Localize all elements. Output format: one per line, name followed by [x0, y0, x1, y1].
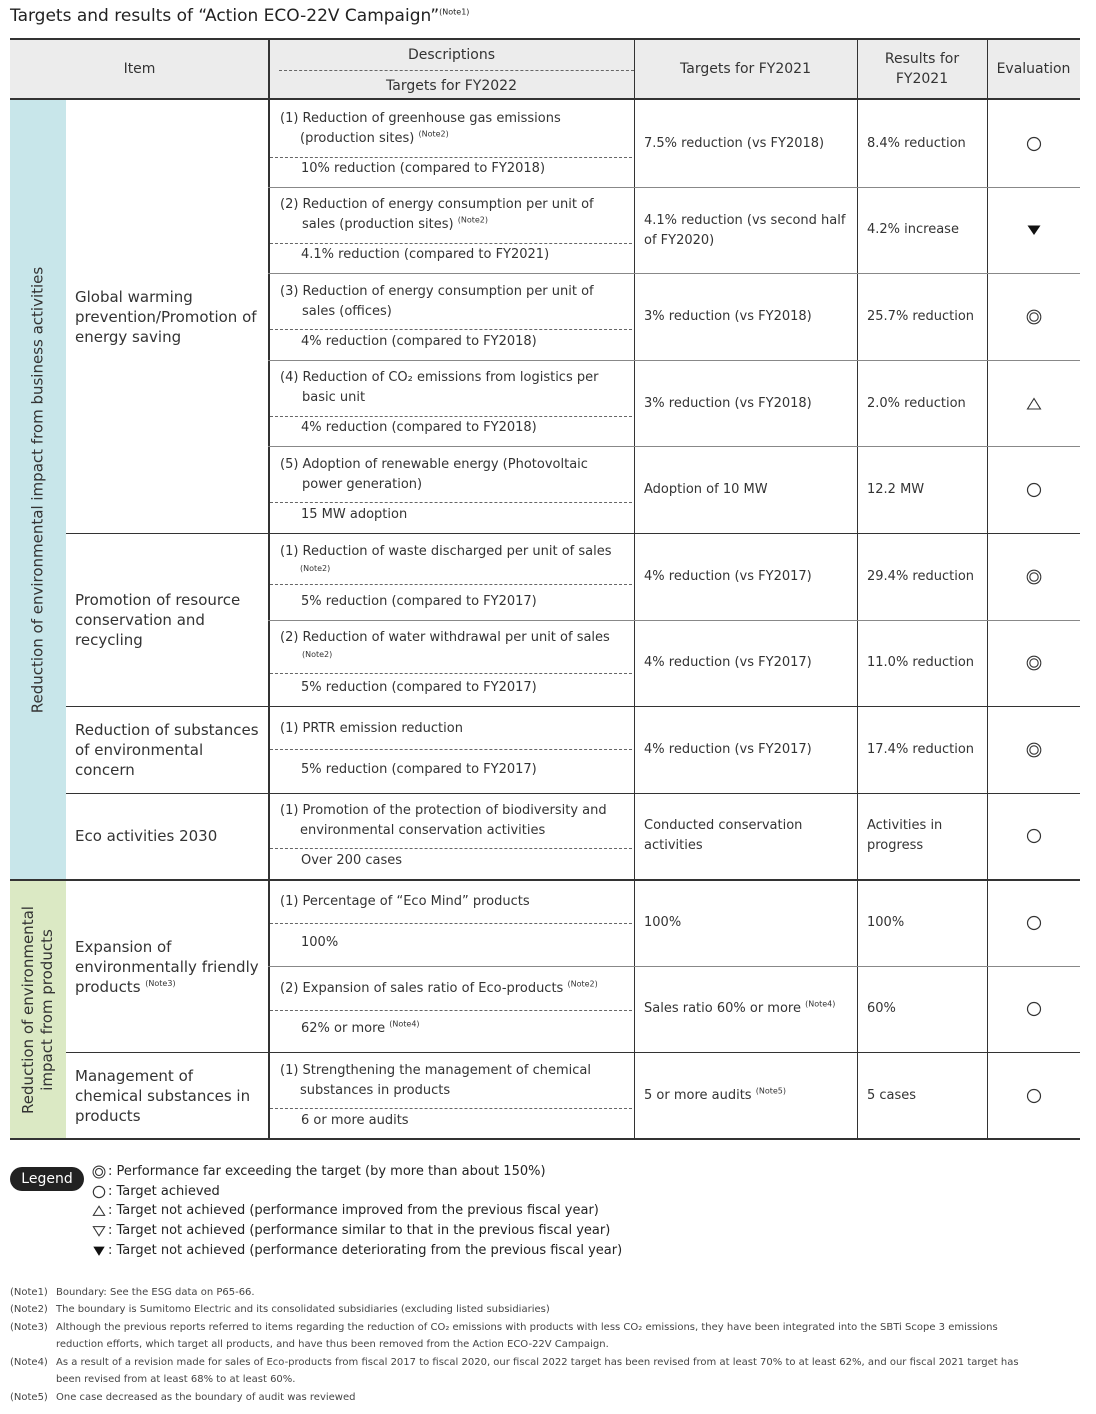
row1-target-fy2022: 10% reduction (compared to FY2018)	[301, 161, 546, 176]
header-targets-fy2022: Targets for FY2022	[386, 78, 517, 94]
row12-description: (1) Strengthening the management of chemical substances in products	[280, 1063, 591, 1098]
page-title: Targets and results of “Action ECO-22V Campaign”$^{(Note1)}$	[10, 6, 470, 26]
item-expansion: Expansion of environmentally friendly products $^{(Note3)}$	[75, 938, 259, 996]
row12-target-fy2021: 5 or more audits $^{(Note5)}$	[644, 1086, 787, 1103]
row-divider	[268, 966, 1080, 967]
row9-description: (1) Promotion of the protection of biodiversity and environmental conservation activities	[280, 803, 607, 838]
desc-divider	[270, 749, 632, 750]
row4-description: (4) Reduction of CO₂ emissions from logistics per basic unit	[280, 370, 599, 405]
eval-double-circle-icon	[1026, 309, 1042, 325]
header-descriptions: Descriptions	[407, 47, 496, 63]
row-divider	[268, 446, 1080, 447]
title-note: (Note1)	[439, 7, 470, 17]
header-divider	[279, 70, 634, 71]
row2-target-fy2021: 4.1% reduction (vs second half of FY2020)	[644, 213, 846, 248]
row5-target-fy2021: Adoption of 10 MW	[644, 482, 768, 497]
desc-divider	[270, 1010, 632, 1011]
row9-result: Activities in progress	[867, 818, 943, 853]
item-resource: Promotion of resource conservation and recycling	[75, 591, 241, 649]
legend-item: : Target not achieved (performance deteriorating from the previous fiscal year)	[92, 1243, 622, 1258]
row3-description: (3) Reduction of energy consumption per unit of sales (offices)	[280, 284, 594, 319]
row10-description: (1) Percentage of “Eco Mind” products	[280, 894, 530, 909]
eval-circle-icon	[1026, 915, 1042, 931]
row11-result: 60%	[867, 1001, 896, 1016]
circle-icon	[92, 1185, 106, 1199]
header-targets-fy2021: Targets for FY2021	[680, 61, 811, 77]
col-divider	[987, 38, 988, 1139]
note: (Note5) One case decreased as the boundary of audit was reviewed	[10, 1392, 356, 1403]
band-business	[10, 100, 66, 879]
row3-target-fy2021: 3% reduction (vs FY2018)	[644, 309, 812, 324]
row6-target-fy2022: 5% reduction (compared to FY2017)	[301, 594, 537, 609]
double-circle-icon	[92, 1165, 106, 1179]
row7-target-fy2021: 4% reduction (vs FY2017)	[644, 655, 812, 670]
col-divider	[268, 38, 270, 1139]
row8-description: (1) PRTR emission reduction	[280, 721, 463, 736]
row11-description: (2) Expansion of sales ratio of Eco-products $^{(Note2)}$	[280, 979, 598, 996]
legend-item: : Target not achieved (performance similar to that in the previous fiscal year)	[92, 1223, 610, 1238]
row7-result: 11.0% reduction	[867, 655, 975, 670]
desc-divider	[270, 416, 632, 417]
col-divider	[634, 38, 635, 1139]
legend-item: : Target not achieved (performance improved from the previous fiscal year)	[92, 1203, 599, 1218]
group-divider	[66, 1052, 1080, 1053]
header-item: Item	[123, 61, 156, 77]
desc-divider	[270, 923, 632, 924]
down-filled-triangle-icon	[92, 1244, 106, 1258]
row10-target-fy2022: 100%	[301, 935, 339, 950]
desc-divider	[270, 673, 632, 674]
desc-divider	[270, 1108, 632, 1109]
row4-target-fy2022: 4% reduction (compared to FY2018)	[301, 420, 537, 435]
row1-description: (1) Reduction of greenhouse gas emissions (production sites) $^{(Note2)}$	[280, 111, 561, 146]
row2-result: 4.2% increase	[867, 222, 959, 237]
item-chemical: Management of chemical substances in products	[75, 1067, 251, 1125]
desc-divider	[270, 243, 632, 244]
eval-circle-icon	[1026, 482, 1042, 498]
desc-divider	[270, 157, 632, 158]
eval-double-circle-icon	[1026, 742, 1042, 758]
note: (Note3) Although the previous reports referred to items regarding the reduction of CO₂ emissions with products with less CO₂ emissions, they have been integrated into the SBTi Scope 3 emissions reduction efforts, which target all products, and have thus been removed from the Action ECO-22V Campaign.	[10, 1322, 998, 1350]
row5-target-fy2022: 15 MW adoption	[301, 507, 408, 522]
note: (Note4) As a result of a revision made for sales of Eco-products from fiscal 2017 to fiscal 2020, our fiscal 2022 target has been revised from at least 70% to at least 62%, and our fiscal 2021 target has been revised from at least 68% to at least 60%.	[10, 1357, 1019, 1385]
band-business-label: Reduction of environmental impact from business activities	[28, 266, 47, 713]
row2-description: (2) Reduction of energy consumption per unit of sales (production sites) $^{(Note2)}$	[280, 197, 594, 232]
row5-description: (5) Adoption of renewable energy (Photovoltaic power generation)	[280, 457, 588, 492]
eval-double-circle-icon	[1026, 655, 1042, 671]
desc-divider	[270, 502, 632, 503]
row-divider	[268, 273, 1080, 274]
eval-circle-icon	[1026, 828, 1042, 844]
desc-divider	[270, 584, 632, 585]
row9-target-fy2022: Over 200 cases	[301, 853, 403, 868]
row4-target-fy2021: 3% reduction (vs FY2018)	[644, 396, 812, 411]
row11-target-fy2022: 62% or more $^{(Note4)}$	[301, 1019, 420, 1036]
row-divider	[268, 187, 1080, 188]
row1-result: 8.4% reduction	[867, 136, 966, 151]
row4-result: 2.0% reduction	[867, 396, 966, 411]
row3-result: 25.7% reduction	[867, 309, 975, 324]
group-divider	[66, 706, 1080, 707]
note: (Note2) The boundary is Sumitomo Electric and its consolidated subsidiaries (excluding listed subsidiaries)	[10, 1304, 550, 1315]
row-divider	[268, 620, 1080, 621]
eval-circle-icon	[1026, 1001, 1042, 1017]
table-header	[10, 38, 1080, 100]
col-divider	[857, 38, 858, 1139]
row5-result: 12.2 MW	[867, 482, 925, 497]
eval-circle-icon	[1026, 136, 1042, 152]
row7-description: (2) Reduction of water withdrawal per unit of sales $^{(Note2)}$	[280, 630, 610, 659]
section-divider	[10, 879, 1080, 881]
desc-divider	[270, 329, 632, 330]
eval-up-triangle-icon	[1026, 396, 1042, 412]
item-global-warming: Global warming prevention/Promotion of energy saving	[75, 288, 257, 346]
row8-target-fy2022: 5% reduction (compared to FY2017)	[301, 762, 537, 777]
group-divider	[66, 793, 1080, 794]
row10-result: 100%	[867, 915, 905, 930]
legend-item: : Performance far exceeding the target (by more than about 150%)	[92, 1164, 546, 1179]
row12-target-fy2022: 6 or more audits	[301, 1113, 409, 1128]
row12-result: 5 cases	[867, 1088, 917, 1103]
row8-result: 17.4% reduction	[867, 742, 975, 757]
row6-result: 29.4% reduction	[867, 569, 975, 584]
item-substances: Reduction of substances of environmental concern	[75, 721, 259, 779]
header-evaluation: Evaluation	[996, 61, 1071, 77]
row1-target-fy2021: 7.5% reduction (vs FY2018)	[644, 136, 825, 151]
row8-target-fy2021: 4% reduction (vs FY2017)	[644, 742, 812, 757]
row6-target-fy2021: 4% reduction (vs FY2017)	[644, 569, 812, 584]
band-products	[10, 881, 66, 1139]
row-divider	[268, 360, 1080, 361]
eval-double-circle-icon	[1026, 569, 1042, 585]
eval-circle-icon	[1026, 1088, 1042, 1104]
row9-target-fy2021: Conducted conservation activities	[644, 818, 803, 853]
up-triangle-icon	[92, 1204, 106, 1218]
band-products-label: Reduction of environmental impact from products	[19, 906, 56, 1114]
row10-target-fy2021: 100%	[644, 915, 682, 930]
row3-target-fy2022: 4% reduction (compared to FY2018)	[301, 334, 537, 349]
eval-down-filled-triangle-icon	[1026, 222, 1042, 238]
table-bottom	[10, 1138, 1080, 1140]
row2-target-fy2022: 4.1% reduction (compared to FY2021)	[301, 247, 550, 262]
down-triangle-icon	[92, 1224, 106, 1238]
row11-target-fy2021: Sales ratio 60% or more $^{(Note4)}$	[644, 999, 836, 1016]
legend-tag: Legend	[10, 1167, 84, 1191]
group-divider	[66, 533, 1080, 534]
row7-target-fy2022: 5% reduction (compared to FY2017)	[301, 680, 537, 695]
legend-item: : Target achieved	[92, 1184, 220, 1199]
row6-description: (1) Reduction of waste discharged per unit of sales $^{(Note2)}$	[280, 544, 612, 573]
item-eco-activities: Eco activities 2030	[75, 827, 218, 845]
note: (Note1) Boundary: See the ESG data on P65-66.	[10, 1287, 255, 1298]
desc-divider	[270, 848, 632, 849]
header-results-fy2021: Results for FY2021	[884, 51, 960, 87]
